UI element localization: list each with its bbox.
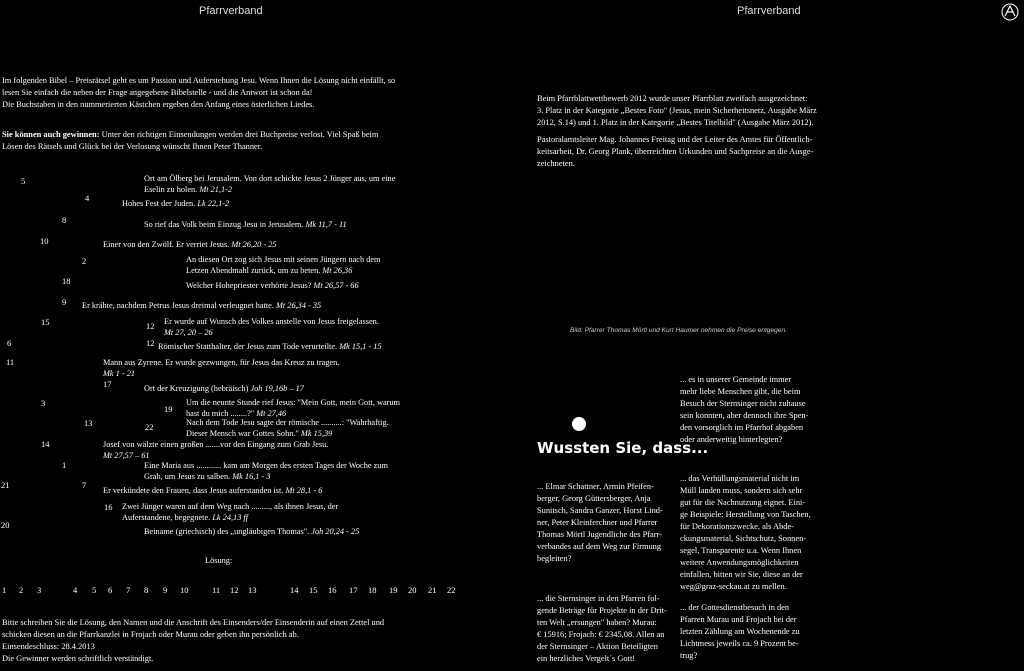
fact-line: Lichtmess jeweils ca. 9 Prozent be- <box>680 639 799 648</box>
award-text: Beim Pfarrblattwettbewerb 2012 wurde unser Pfarrblatt zweifach ausgezeichnet: 3. Platz in der Kategorie „Bestes Foto" (Jesus, mein Sicherheitsnetz, Ausgabe März 2012, S.14) und 1. Platz in der Kategorie „Bestes Titelbild" (Ausgabe März 2012). <box>537 94 817 127</box>
footer-line: schicken diesen an die Pfarrkanzlei in Frojach oder Murau oder geben ihn persönlich ab. <box>2 630 299 639</box>
solution-number: 13 <box>248 585 257 595</box>
clue-number: 22 <box>145 422 154 432</box>
solution-number: 9 <box>163 585 168 595</box>
solution-number: 10 <box>180 585 189 595</box>
clue-text: Er verkündete den Frauen, dass Jesus auferstanden ist. Mt 28,1 - 6 <box>103 486 323 495</box>
fact-line: ner, Peter Kleinferchner und Pfarrer <box>537 518 658 527</box>
fact-line: letzten Zählung am Wochenende zu <box>680 627 800 636</box>
solution-label: Lösung: <box>205 556 233 565</box>
clue-number: 9 <box>62 297 67 307</box>
bullet-icon <box>572 417 586 431</box>
fact-line: Pfarren Murau und Frojach bei der <box>680 615 797 624</box>
clue-number: 4 <box>85 193 90 203</box>
solution-number: 8 <box>144 585 149 595</box>
clue-text: Beiname (griechisch) des „ungläubigen Thomas". Joh 20,24 - 25 <box>144 527 360 536</box>
fact-line: ten Welt „ersungen" haben? Murau: <box>537 618 657 627</box>
clue-number: 14 <box>41 439 50 449</box>
solution-number: 18 <box>368 585 377 595</box>
solution-number: 4 <box>73 585 78 595</box>
clue-number: 8 <box>62 215 67 225</box>
clue-text: Hohes Fest der Juden. Lk 22,1-2 <box>122 199 230 208</box>
intro-line: lesen Sie einfach die neben der Frage angegebene Bibelstelle - und die Antwort ist schon da! <box>2 88 313 97</box>
fact-line: weg@graz-seckau.at zu mellen. <box>680 582 787 591</box>
clue-number: 12 <box>146 321 155 331</box>
clue-number: 3 <box>41 398 46 408</box>
fact-line: berger, Georg Güttersberger, Anja <box>537 494 651 503</box>
clue-number: 20 <box>1 520 10 530</box>
fact-column-1 <box>537 481 672 565</box>
fact-line: € 15916; Frojach: € 2345,08. Allen an <box>537 630 665 639</box>
solution-number: 20 <box>408 585 417 595</box>
fact-line: Besuch der Sternsinger nicht zuhause <box>680 399 806 408</box>
photo-caption: Bild: Pfarrer Thomas Mörtl und Kurt Haumer nehmen die Preise entgegen. <box>570 327 787 334</box>
clue-text: Zwei Jünger waren auf dem Weg nach ........., als ihnen Jesus, der Auferstandene, begegnete. Lk 24,13 ff <box>122 502 339 522</box>
fact-line: gende Beträge für Projekte in der Drit- <box>537 606 667 615</box>
fact-line: Thomas Mörtl Jugendliche des Pfarr- <box>537 530 662 539</box>
fact-line: ... der Gottesdienstbesuch in den <box>680 603 790 612</box>
clue-number: 1 <box>62 460 67 470</box>
fact-line: verbandes auf dem Weg zur Firmung <box>537 542 662 551</box>
clue-number: 7 <box>82 480 87 490</box>
clue-number: 10 <box>40 236 49 246</box>
solution-number: 17 <box>349 585 358 595</box>
solution-number: 14 <box>290 585 299 595</box>
fact-line: ckungsmaterial, Sichtschutz, Sonnen- <box>680 534 807 543</box>
clue-text: Welcher Hohepriester verhörte Jesus? Mt 26,57 - 66 <box>186 281 359 290</box>
fact-line: gut für die Nachnutzung eignet. Eini- <box>680 498 806 507</box>
clue-number: 2 <box>82 256 87 266</box>
win-line: Unter den richtigen Einsendungen werden drei Buchpreise verlost. Viel Spaß beim <box>99 130 379 139</box>
fact-line: oder anderweitig hinterlegten? <box>680 435 783 444</box>
solution-number: 3 <box>37 585 42 595</box>
clue-number: 6 <box>7 338 12 348</box>
fact-line: einfallen, bitten wir Sie, diese an der <box>680 570 803 579</box>
fact-column-2 <box>537 593 672 665</box>
fact-line: Müll landen muss, sondern sich sehr <box>680 486 803 495</box>
fact-column-4 <box>680 473 835 593</box>
solution-number: 11 <box>212 585 221 595</box>
footer-text <box>2 617 522 665</box>
footer-line: Die Gewinner werden schriftlich verständigt. <box>2 654 154 663</box>
section-heading: Wussten Sie, dass... <box>537 439 709 457</box>
clue-text: Ort am Ölberg bei Jerusalem. Von dort schickte Jesus 2 Jünger aus, um eine Eselin zu holen. Mt 21,1-2 <box>144 174 396 194</box>
clue-number-extra: 12 <box>146 338 155 348</box>
clue-number: 19 <box>164 404 173 414</box>
header-right-title: Pfarrverband <box>737 5 801 17</box>
clue-number: 17 <box>103 379 112 389</box>
intro-line: Die Buchstaben in den nummerierten Kästchen ergeben den Anfang eines österlichen Liedes. <box>2 100 315 109</box>
fact-line: ... es in unserer Gemeinde immer <box>680 375 792 384</box>
clue-number: 13 <box>84 418 93 428</box>
fact-line: ... Elmar Schattner, Armin Pfeifen- <box>537 482 654 491</box>
solution-number: 6 <box>108 585 113 595</box>
clue-text: An diesen Ort zog sich Jesus mit seinen Jüngern nach dem Letzen Abendmahl zurück, um zu beten. Mt 26,36 <box>186 255 381 275</box>
clue-text: So rief das Volk beim Einzug Jesu in Jerusalem. Mk 11,7 - 11 <box>144 220 347 229</box>
solution-number: 15 <box>309 585 318 595</box>
pastoral-text: Pastoralamtsleiter Mag. Johannes Freitag und der Leiter des Amtes für Öffentlich- keitsarbeit, Dr. Georg Plank, überreichten Urkunden und Sachpreise an die Ausge- zeichneten. <box>537 135 814 168</box>
solution-number: 21 <box>428 585 437 595</box>
win-text <box>2 129 522 153</box>
win-bold: Sie können auch gewinnen: <box>2 130 100 139</box>
solution-number: 2 <box>19 585 24 595</box>
clue-text: Römischer Statthalter, der Jesus zum Tode verurteilte. Mk 15,1 - 15 <box>158 342 382 351</box>
solution-number: 16 <box>328 585 337 595</box>
fact-line: ein herzliches Vergelt´s Gott! <box>537 654 636 663</box>
fact-line: sein konnten, aber dennoch ihre Spen- <box>680 411 809 420</box>
solution-number: 12 <box>230 585 239 595</box>
parish-logo-icon <box>1000 2 1020 22</box>
fact-line: trug? <box>680 651 698 660</box>
fact-line: ge Beispiele: Herstellung von Taschen, <box>680 510 811 519</box>
fact-line: segel, Transparente u.a. Wenn Ihnen <box>680 546 802 555</box>
intro-line: Im folgenden Bibel – Preisrätsel geht es um Passion und Auferstehung Jesu. Wenn Ihnen die Lösung nicht einfällt, so <box>2 76 396 85</box>
clue-number: 15 <box>41 317 50 327</box>
fact-line: begleiten? <box>537 554 572 563</box>
fact-line: der Sternsinger – Aktion Beteiligten <box>537 642 658 651</box>
clue-number: 5 <box>21 176 26 186</box>
clue-text: Ort der Kreuzigung (hebräisch) Joh 19,16b – 17 <box>144 384 304 393</box>
fact-line: weitere Anwendungsmöglichkeiten <box>680 558 799 567</box>
clue-text: Er krähte, nachdem Petrus Jesus dreimal verleugnet hatte. Mt 26,34 - 35 <box>82 301 322 310</box>
footer-line: Bitte schreiben Sie die Lösung, den Namen und die Anschrift des Einsenders/der Einsenderin auf einen Zettel und <box>2 618 385 627</box>
fact-line: den vorsorglich im Pfarrhof abgaben <box>680 423 804 432</box>
clue-text: Josef von wälzte einen großen .......vor den Eingang zum Grab Jesu. Mt 27,57 – 61 <box>103 440 329 460</box>
solution-number: 5 <box>92 585 97 595</box>
clue-text: Er wurde auf Wunsch des Volkes anstelle von Jesus freigelassen. Mt 27, 20 – 26 <box>164 317 379 337</box>
clue-number: 21 <box>1 480 10 490</box>
fact-line: ... das Verhüllungsmaterial nicht im <box>680 474 800 483</box>
clue-text: Mann aus Zyrene. Er wurde gezwungen, für Jesus das Kreuz zu tragen. Mk 1 - 21 <box>103 358 340 378</box>
footer-line: Einsendeschluss: 28.4.2013 <box>2 642 95 651</box>
solution-number: 7 <box>126 585 131 595</box>
clue-text: Nach dem Tode Jesu sagte der römische ..........: "Wahrhaftig. Dieser Mensch war Gottes Sohn." Mk 15,39 <box>186 418 389 438</box>
fact-line: für Dekorationszwecke, als Abde- <box>680 522 794 531</box>
header-left-title: Pfarrverband <box>199 5 263 17</box>
fact-column-3 <box>680 374 835 446</box>
fact-line: mehr liebe Menschen gibt, die beim <box>680 387 801 396</box>
clue-number: 18 <box>62 276 71 286</box>
win-line: Lösen des Rätsels und Glück bei der Verlosung wünscht Ihnen Peter Thanner. <box>2 142 263 151</box>
solution-number: 19 <box>389 585 398 595</box>
fact-column-5 <box>680 602 835 662</box>
clue-text: Einer von den Zwölf. Er verriet Jesus. Mt 26,20 - 25 <box>103 240 277 249</box>
clue-number: 16 <box>104 502 113 512</box>
intro-text <box>2 75 522 111</box>
clue-text: Eine Maria aus ............ kam am Morgen des ersten Tages der Woche zum Grab, um Jesus zu salben. Mk 16,1 - 3 <box>144 461 388 481</box>
fact-line: ... die Sternsinger in den Pfarren fol- <box>537 594 660 603</box>
solution-number: 22 <box>447 585 456 595</box>
solution-number: 1 <box>2 585 7 595</box>
clue-number: 11 <box>6 357 15 367</box>
fact-line: Sunitsch, Sandra Ganzer, Horst Lind- <box>537 506 663 515</box>
clue-text: Um die neunte Stunde rief Jesus: "Mein Gott, mein Gott, warum hast du mich ........?" Mt 27,46 <box>186 398 401 418</box>
